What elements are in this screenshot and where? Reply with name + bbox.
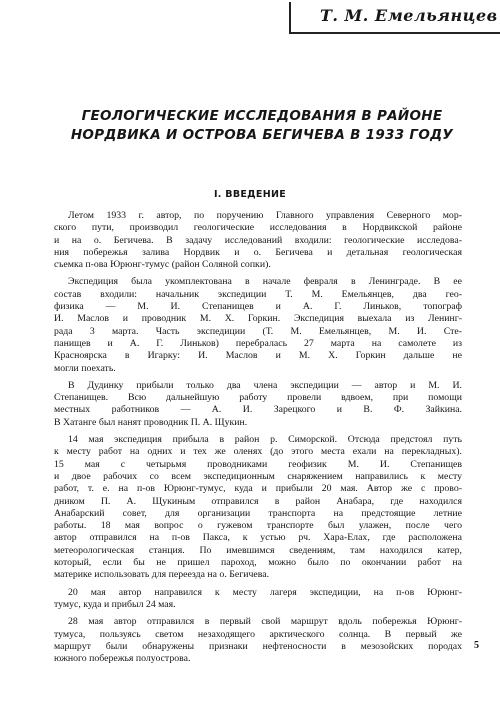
text-line: 20 мая автор направился к месту лагеря экспедиции, на п-ов Юрюнг- bbox=[68, 586, 462, 598]
text-line: 14 мая экспедиция прибыла в район р. Симорской. Отсюда предстоял путь bbox=[68, 434, 462, 446]
text-line: тумус, куда и прибыл 24 мая. bbox=[54, 598, 176, 610]
page-number: 5 bbox=[474, 640, 479, 651]
text-line: Красноярска в Игарку: И. Маслов и М. Х. Горкин дальше не bbox=[54, 350, 462, 362]
paragraph-4 bbox=[54, 434, 462, 582]
text-line: автор отправился на п-ов Пакса, к устью рч. Хара-Елах, где расположена bbox=[54, 532, 462, 544]
text-line: который, если бы не пришел пароход, можно было по окончании работ на bbox=[54, 557, 462, 569]
text-line: рада 3 марта. Часть экспедиции (Т. М. Емельянцев, М. И. Сте- bbox=[54, 325, 462, 337]
paragraph-5 bbox=[54, 587, 462, 612]
text-line: ского пути, производил геологические исследования в Нордвикской районе bbox=[54, 222, 462, 234]
paragraph-6 bbox=[54, 616, 462, 665]
text-line: Степанищев. Всю дальнейшую работу провели вдвоем, при помощи bbox=[54, 392, 462, 404]
author-name: Т. М. Емельянцев bbox=[320, 6, 498, 25]
text-line: съемка п-ова Юрюнг-тумус (район Соляной сопки). bbox=[54, 259, 271, 271]
text-line: физика — М. И. Степанищев и А. Г. Линьков, топограф bbox=[54, 301, 462, 313]
text-line: В Дудинку прибыли только два члена экспедиции — автор и М. И. bbox=[68, 379, 462, 391]
text-line: тумуса, пользуясь светом незаходящего арктического солнца. В первый же bbox=[54, 628, 462, 640]
text-line: работ, т. е. на п-ов Юрюнг-тумус, куда и прибыли 20 мая. Автор же с прово- bbox=[54, 483, 462, 495]
text-line: Анабарский совет, для организации транспорта на предстоящие летние bbox=[54, 507, 462, 519]
text-line: южного побережья полуострова. bbox=[54, 653, 191, 665]
text-line: дником П. А. Щукиным отправился в район Анабара, где находился bbox=[54, 495, 462, 507]
text-line: панищев и А. Г. Линьков) перебралась 27 марта на самолете из bbox=[54, 337, 462, 349]
text-line: могли поехать. bbox=[54, 362, 116, 374]
text-line: и на о. Бегичева. В задачу исследований входили: геологические исследова- bbox=[54, 234, 462, 246]
article-title bbox=[62, 107, 462, 145]
text-line: И. Маслов и проводник М. Х. Горкин. Экспедиция выехала из Ленинг- bbox=[54, 313, 462, 325]
paragraph-2 bbox=[54, 276, 462, 374]
section-heading: I. ВВЕДЕНИЕ bbox=[213, 189, 287, 200]
text-line: местных работников — А. И. Зарецкого и В. Ф. Зайкина. bbox=[54, 404, 462, 416]
title-line: НОРДВИКА И ОСТРОВА БЕГИЧЕВА В 1933 ГОДУ bbox=[70, 127, 454, 143]
text-line: Летом 1933 г. автор, по поручению Главного управления Северного мор- bbox=[68, 210, 462, 221]
title-line: ГЕОЛОГИЧЕСКИЕ ИССЛЕДОВАНИЯ В РАЙОНЕ bbox=[81, 108, 443, 124]
text-line: состав входили: начальник экспедиции Т. М. Емельянцев, два гео- bbox=[54, 288, 462, 300]
text-line: метеорологическая станция. По имевшимся сведениям, там находился катер, bbox=[54, 544, 462, 556]
text-line: 15 мая с четырьмя проводниками геофизик М. И. Степанищев bbox=[54, 458, 462, 470]
article-body bbox=[54, 210, 462, 665]
text-line: Экспедиция была укомплектована в начале февраля в Ленинграде. В ее bbox=[68, 276, 462, 288]
paragraph-1 bbox=[54, 210, 462, 271]
text-line: работы. 18 мая вопрос о гужевом транспорте был улажен, после чего bbox=[54, 520, 462, 532]
text-line: материке использовать для переезда на о. Бегичева. bbox=[54, 569, 270, 581]
text-line: В Хатанге был нанят проводник П. А. Щукин. bbox=[54, 416, 248, 428]
text-line: к месту работ на одних и тех же оленях (до этого места ехали на перекладных). bbox=[54, 446, 462, 458]
text-line: 28 мая автор отправился в первый свой маршрут вдоль побережья Юрюнг- bbox=[68, 616, 462, 628]
text-line: маршрут были обнаружены признаки нефтеносности в мезозойских породах bbox=[54, 640, 462, 652]
paragraph-3 bbox=[54, 380, 462, 429]
text-line: ния побережья залива Нордвик и о. Бегичева и детальная геологическая bbox=[54, 246, 462, 258]
text-line: и двое рабочих со всем экспедиционным снаряжением направились к месту bbox=[54, 470, 462, 482]
